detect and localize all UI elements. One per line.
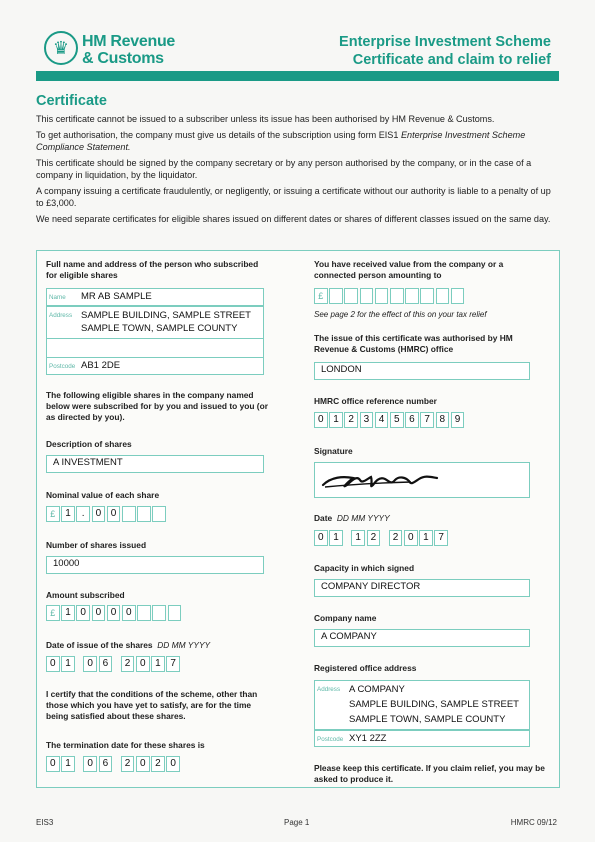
digit-cell[interactable] <box>405 288 419 304</box>
digit-cell[interactable]: £ <box>46 605 60 621</box>
digit-cell[interactable]: 1 <box>351 530 365 546</box>
digit-cell[interactable]: 6 <box>99 656 113 672</box>
cell-gap <box>344 530 351 546</box>
digit-cell[interactable]: 0 <box>314 412 328 428</box>
certificate-intro <box>36 113 556 229</box>
postcode-tag: Postcode <box>49 363 76 370</box>
handwritten-signature <box>315 463 529 497</box>
digit-cell[interactable]: 6 <box>405 412 419 428</box>
digit-cell[interactable] <box>451 288 465 304</box>
digit-cell[interactable]: 0 <box>404 530 418 546</box>
digit-cell[interactable]: 0 <box>166 756 180 772</box>
form-title-line1: Enterprise Investment Scheme <box>339 34 551 50</box>
digit-cell[interactable] <box>375 288 389 304</box>
address-tag: Address <box>49 312 73 319</box>
digit-cell[interactable]: 0 <box>92 605 106 621</box>
digit-cell[interactable]: 2 <box>151 756 165 772</box>
subscriber-postcode-field[interactable] <box>46 357 264 375</box>
digit-cell[interactable]: £ <box>314 288 328 304</box>
digit-cell[interactable] <box>168 605 182 621</box>
digit-cell[interactable] <box>329 288 343 304</box>
value-received-label: You have received value from the company or a connected person amounting to <box>314 259 504 280</box>
subscriber-name-value: MR AB SAMPLE <box>81 291 152 302</box>
description-label: Description of shares <box>46 439 132 449</box>
digit-cell[interactable]: 7 <box>166 656 180 672</box>
org-name-line1: HM Revenue <box>82 33 176 50</box>
date-format: DD MM YYYY <box>336 513 390 523</box>
subscriber-label: Full name and address of the person who subscribed for eligible shares <box>46 259 259 280</box>
office-address-tag: Address <box>317 686 341 693</box>
digit-cell[interactable] <box>152 605 166 621</box>
digit-cell[interactable]: 7 <box>420 412 434 428</box>
cell-gap <box>114 656 121 672</box>
office-address-line2: SAMPLE BUILDING, SAMPLE STREET <box>349 699 519 710</box>
intro-p3: This certificate should be signed by the company secretary or by any person authorised by the company, or in the case of a company in liquidation, by the liquidator. <box>36 158 532 180</box>
nominal-value-label: Nominal value of each share <box>46 490 160 500</box>
digit-cell[interactable]: 0 <box>92 506 106 522</box>
description-field[interactable]: A INVESTMENT <box>46 455 264 473</box>
issue-date-format: DD MM YYYY <box>157 640 211 650</box>
digit-cell[interactable]: 0 <box>83 656 97 672</box>
digit-cell[interactable]: 1 <box>61 605 75 621</box>
subscriber-address-line1: SAMPLE BUILDING, SAMPLE STREET <box>81 310 251 321</box>
office-address-line1: A COMPANY <box>349 684 405 695</box>
nominal-value-cells[interactable] <box>46 506 168 522</box>
authorised-label: The issue of this certificate was authorised by HM Revenue & Customs (HMRC) office <box>314 333 513 354</box>
registered-postcode-field[interactable] <box>314 730 530 747</box>
digit-cell[interactable]: £ <box>46 506 60 522</box>
digit-cell[interactable]: 2 <box>389 530 403 546</box>
digit-cell[interactable] <box>390 288 404 304</box>
digit-cell[interactable]: 1 <box>329 530 343 546</box>
number-of-shares-field[interactable]: 10000 <box>46 556 264 574</box>
digit-cell[interactable]: 1 <box>419 530 433 546</box>
issue-date-label <box>46 640 210 651</box>
digit-cell[interactable]: 8 <box>436 412 450 428</box>
amount-subscribed-label: Amount subscribed <box>46 590 125 600</box>
intro-p5: We need separate certificates for eligible shares issued on different dates or shares of different classes issued on the same day. <box>36 214 551 224</box>
digit-cell[interactable] <box>137 506 151 522</box>
office-postcode-tag: Postcode <box>317 736 344 743</box>
cell-gap <box>76 656 83 672</box>
digit-cell[interactable] <box>344 288 358 304</box>
capacity-label: Capacity in which signed <box>314 563 415 573</box>
company-name-field[interactable]: A COMPANY <box>314 629 530 647</box>
intro-p2-form-name: Enterprise Investment Scheme Compliance Statement. <box>36 130 526 152</box>
office-address-line3: SAMPLE TOWN, SAMPLE COUNTY <box>349 714 506 725</box>
keep-certificate-note: Please keep this certificate. If you claim relief, you may be asked to produce it. <box>314 763 545 784</box>
issue-date-cells[interactable] <box>46 656 182 672</box>
hmrc-reference-cells[interactable] <box>314 412 466 428</box>
certificate-heading: Certificate <box>36 93 107 109</box>
subscriber-postcode-value: AB1 2DE <box>81 360 121 371</box>
intro-p4: A company issuing a certificate fraudulently, or negligently, or issuing a certificate without our authority is liable to a penalty of up to £3,000. <box>36 186 551 208</box>
cell-gap <box>76 756 83 772</box>
digit-cell[interactable]: 1 <box>61 756 75 772</box>
org-name-line2: & Customs <box>82 50 164 67</box>
subscriber-name-field[interactable] <box>46 288 264 306</box>
registered-office-label: Registered office address <box>314 663 417 673</box>
digit-cell[interactable]: 2 <box>344 412 358 428</box>
signature-field[interactable] <box>314 462 530 498</box>
digit-cell[interactable]: 9 <box>451 412 465 428</box>
termination-date-cells[interactable] <box>46 756 182 772</box>
intro-p2 <box>36 129 556 153</box>
digit-cell[interactable]: 0 <box>314 530 328 546</box>
digit-cell[interactable]: 1 <box>61 656 75 672</box>
signature-label: Signature <box>314 446 353 456</box>
intro-p2-text: To get authorisation, the company must give us details of the subscription using form EIS1 <box>36 130 401 140</box>
digit-cell[interactable]: 3 <box>360 412 374 428</box>
hmrc-office-field[interactable]: LONDON <box>314 362 530 380</box>
hmrc-logo-text <box>82 33 175 67</box>
digit-cell[interactable]: 2 <box>121 756 135 772</box>
cell-gap <box>114 756 121 772</box>
digit-cell[interactable]: 0 <box>122 605 136 621</box>
digit-cell[interactable]: 0 <box>107 605 121 621</box>
address-divider <box>47 338 263 339</box>
digit-cell[interactable]: 7 <box>434 530 448 546</box>
issue-date-label-text: Date of issue of the shares <box>46 640 153 650</box>
digit-cell[interactable]: 1 <box>329 412 343 428</box>
digit-cell[interactable]: 0 <box>83 756 97 772</box>
digit-cell[interactable] <box>436 288 450 304</box>
subscriber-address-line2: SAMPLE TOWN, SAMPLE COUNTY <box>81 323 238 334</box>
digit-cell[interactable]: 0 <box>46 756 60 772</box>
digit-cell[interactable] <box>122 506 136 522</box>
page-number: Page 1 <box>284 818 310 827</box>
digit-cell[interactable] <box>152 506 166 522</box>
digit-cell[interactable]: 0 <box>76 605 90 621</box>
digit-cell[interactable]: 0 <box>136 756 150 772</box>
company-name-label: Company name <box>314 613 377 623</box>
value-received-note: See page 2 for the effect of this on your tax relief <box>314 310 487 319</box>
digit-cell[interactable]: 0 <box>46 656 60 672</box>
form-version: HMRC 09/12 <box>510 818 557 827</box>
crown-logo-icon: ♛ <box>44 31 78 65</box>
intro-p1: This certificate cannot be issued to a subscriber unless its issue has been authorised by HM Revenue & Customs. <box>36 114 495 124</box>
cell-gap <box>382 530 389 546</box>
office-postcode-value: XY1 2ZZ <box>349 733 387 744</box>
signed-date-cells[interactable] <box>314 530 450 546</box>
digit-cell[interactable]: . <box>76 506 90 522</box>
digit-cell[interactable]: 1 <box>61 506 75 522</box>
value-received-cells[interactable] <box>314 288 466 304</box>
digit-cell[interactable]: 5 <box>390 412 404 428</box>
digit-cell[interactable]: 2 <box>121 656 135 672</box>
number-of-shares-label: Number of shares issued <box>46 540 147 550</box>
digit-cell[interactable] <box>420 288 434 304</box>
form-code: EIS3 <box>36 818 54 827</box>
capacity-field[interactable]: COMPANY DIRECTOR <box>314 579 530 597</box>
digit-cell[interactable]: 4 <box>375 412 389 428</box>
date-label-text: Date <box>314 513 333 523</box>
digit-cell[interactable]: 1 <box>151 656 165 672</box>
digit-cell[interactable]: 0 <box>136 656 150 672</box>
digit-cell[interactable]: 6 <box>99 756 113 772</box>
amount-subscribed-cells[interactable] <box>46 605 183 621</box>
registered-address-field[interactable] <box>314 680 530 730</box>
name-tag: Name <box>49 294 66 301</box>
form-title-line2: Certificate and claim to relief <box>352 52 551 68</box>
digit-cell[interactable] <box>360 288 374 304</box>
shares-statement: The following eligible shares in the company named below were subscribed for by you and issued to you (or as directed by you). <box>46 390 268 422</box>
digit-cell[interactable]: 0 <box>107 506 121 522</box>
subscriber-address-field[interactable] <box>46 306 264 358</box>
hmrc-reference-label: HMRC office reference number <box>314 396 437 406</box>
date-label <box>314 513 390 524</box>
certify-statement: I certify that the conditions of the scheme, other than those which you have yet to satisfy, are for the time being satisfied about these shares. <box>46 689 258 721</box>
form-title <box>339 33 551 69</box>
digit-cell[interactable]: 2 <box>367 530 381 546</box>
termination-date-label: The termination date for these shares is <box>46 740 205 750</box>
header-bar <box>36 71 559 81</box>
digit-cell[interactable] <box>137 605 151 621</box>
